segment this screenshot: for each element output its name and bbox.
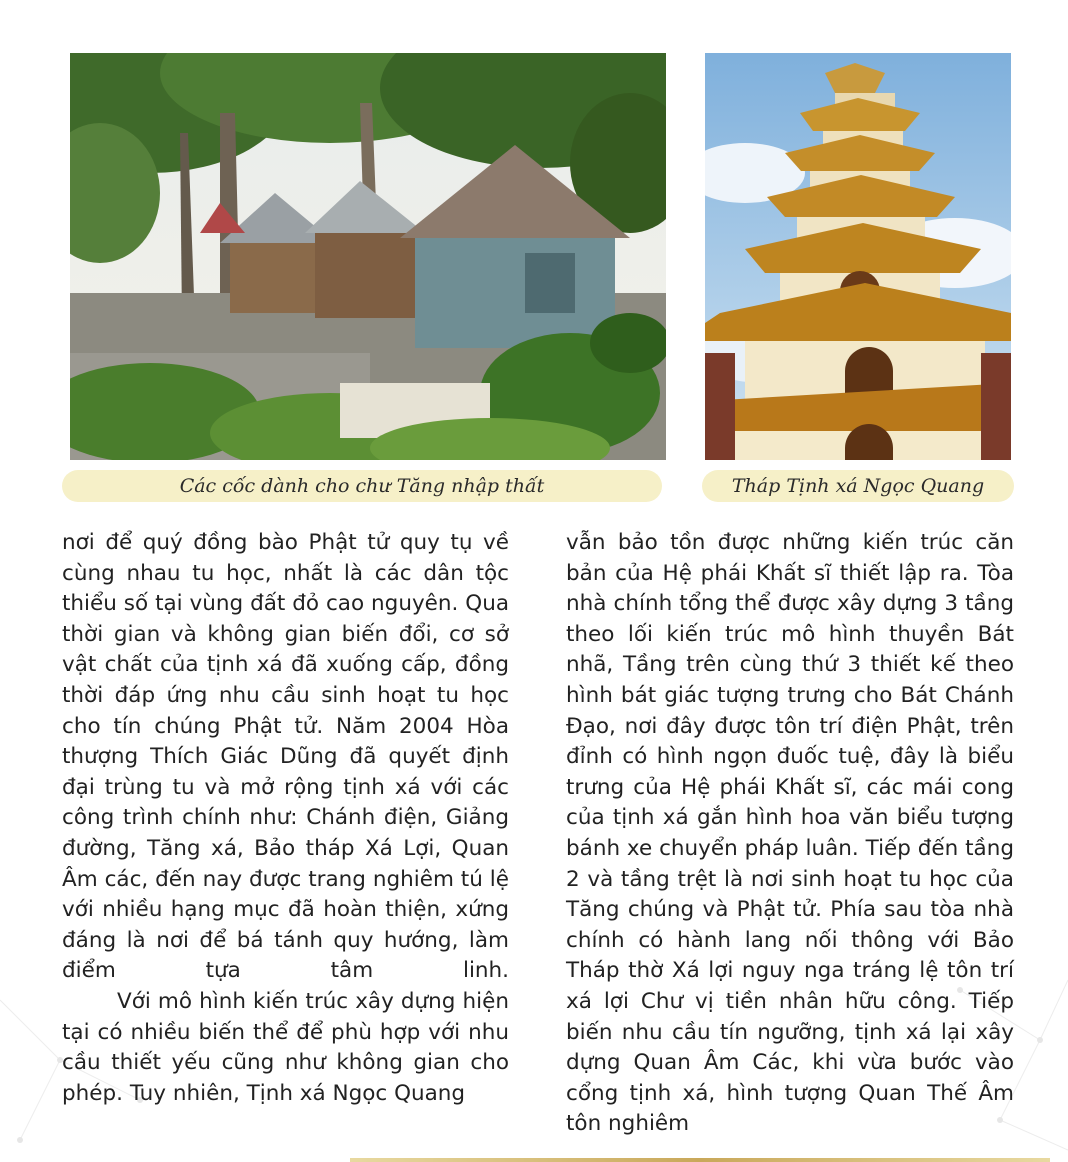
paragraph: Với mô hình kiến trúc xây dựng hiện tại có nhiều biến thể để phù hợp với nhu cầu thiết yếu cũng như không gian cho phép. Tuy nhiên, Tịnh xá Ngọc Quang	[62, 988, 509, 1106]
paragraph: vẫn bảo tồn được những kiến trúc căn bản của Hệ phái Khất sĩ thiết lập ra. Tòa nhà chính tổng thể được xây dựng 3 tầng theo lối kiến trúc mô hình thuyền Bát nhã, Tầng trên cùng thứ 3 thiết kế theo hình bát giác tượng trưng cho Bát Chánh Đạo, nơi đây được tôn trí điện Phật, trên đỉnh có hình ngọn đuốc tuệ, đây là biểu trưng của Hệ phái Khất sĩ, các mái cong của tịnh xá gắn hình hoa văn biểu tượng bánh xe chuyển pháp luân. Tiếp đến tầng 2 và tầng trệt là nơi sinh hoạt tu học của Tăng chúng và Phật tử. Phía sau tòa nhà chính có hành lang nối thông với Bảo Tháp thờ Xá lợi nguy nga tráng lệ tôn trí xá lợi Chư vị tiền nhân hữu công. Tiếp biến nhu cầu tín ngưỡng, tịnh xá lại xây dựng Quan Âm Các, khi vừa bước vào cổng tịnh xá, hình tượng Quan Thế Âm tôn nghiêm	[566, 530, 1014, 1137]
caption-pagoda-tower: Tháp Tịnh xá Ngọc Quang	[702, 470, 1014, 502]
article-column-right	[566, 528, 1014, 1140]
caption-monk-cells: Các cốc dành cho chư Tăng nhập thất	[62, 470, 662, 502]
article-column-left	[62, 528, 509, 1109]
photo-pagoda-tower	[705, 53, 1011, 460]
paragraph: nơi để quý đồng bào Phật tử quy tụ về cùng nhau tu học, nhất là các dân tộc thiểu số tại vùng đất đỏ cao nguyên. Qua thời gian và không gian biến đổi, cơ sở vật chất của tịnh xá đã xuống cấp, đồng thời đáp ứng nhu cầu sinh hoạt tu học cho tín chúng Phật tử. Năm 2004 Hòa thượng Thích Giác Dũng đã quyết định đại trùng tu và mở rộng tịnh xá với các công trình chính như: Chánh điện, Giảng đường, Tăng xá, Bảo tháp Xá Lợi, Quan Âm các, đến nay được trang nghiêm tú lệ với nhiều hạng mục đã hoàn thiện, xứng đáng là nơi để bá tánh quy hướng, làm điểm tựa tâm linh.	[62, 530, 509, 984]
photo-monk-cells	[70, 53, 666, 460]
bottom-decorative-bar	[350, 1158, 1050, 1162]
